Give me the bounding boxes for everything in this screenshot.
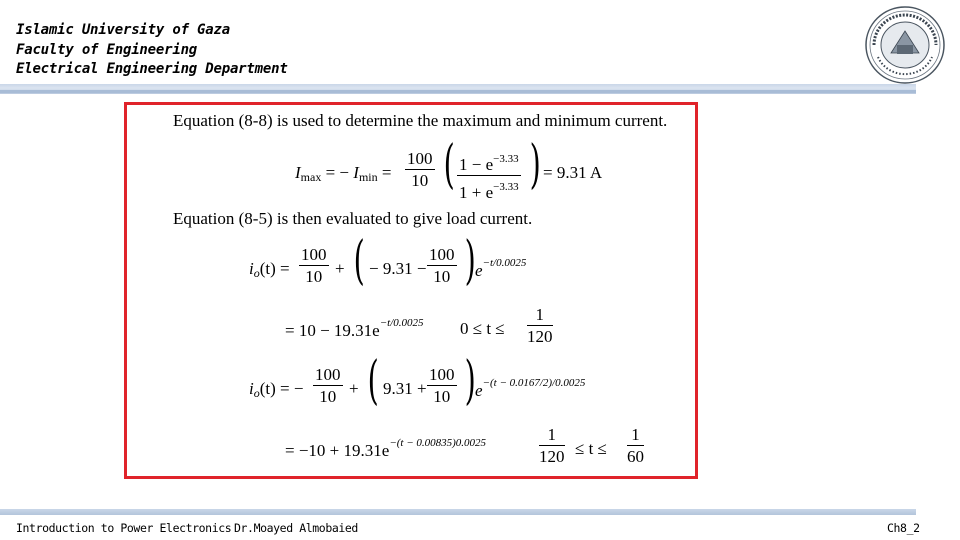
- fraction: $\frac{100}{10}$: [429, 245, 455, 286]
- department-name: Electrical Engineering Department: [16, 61, 288, 77]
- intro-text-2: Equation (8-5) is then evaluated to give load current.: [173, 209, 533, 228]
- right-paren: ): [464, 231, 476, 291]
- fraction: $\frac{100}{10}$: [301, 245, 327, 286]
- university-seal-icon: [864, 5, 946, 85]
- fraction: $\frac{100}{10}$: [429, 365, 455, 406]
- left-paren: (: [367, 351, 379, 411]
- left-paren: (: [443, 135, 455, 195]
- right-paren: ): [464, 351, 476, 411]
- equation-box: Equation (8-8) is used to determine the maximum and minimum current. $I_{max}$ = − $I_{min}$ = $\frac{100}{10}$ ( $\frac{1 - e^{-3.33}}{1 + e^{-3.33}}$ ) = 9.31 A Equation (8-5) is then evaluated to give load current. $i_o(t)$ = $\frac{100}{10}$ + ( − 9.31 − $\frac{100}{10}$ ) $e^{-t/0.0025}$ = $10 - 19.31e^{-t/0.0025}$ 0 ≤ t ≤ $\frac{1}{120}$ $i_o(t)$ = − $\frac{100}{10}$ + ( 9.31 + $\frac{100}{10}$ ) $e^{-(t - 0.0167/2)/0.0025}$ = $-10 + 19.31e^{-(t - 0.00835)0.0025}$ $\frac{1}{120}$ ≤ t ≤ $\frac{1}{60}$: [124, 102, 698, 479]
- footer-instructor: Dr.Moayed Almobaied: [234, 521, 358, 535]
- intro-text-1: Equation (8-8) is used to determine the maximum and minimum current.: [173, 111, 668, 130]
- fraction: $\frac{100}{10}$: [407, 149, 433, 190]
- bottom-divider-band: [0, 509, 916, 515]
- fraction: $\frac{1}{120}$: [527, 305, 553, 346]
- fraction: $\frac{1}{120}$: [539, 425, 565, 466]
- university-name: Islamic University of Gaza: [16, 22, 230, 38]
- footer-page-number: Ch8_2: [887, 521, 920, 535]
- fraction: $\frac{100}{10}$: [315, 365, 341, 406]
- fraction: $\frac{1}{60}$: [627, 425, 644, 466]
- footer-course: Introduction to Power Electronics: [16, 521, 232, 535]
- top-divider-band: [0, 84, 916, 94]
- fraction: $\frac{1 - e^{-3.33}}{1 + e^{-3.33}}$: [457, 149, 521, 204]
- header-block: [16, 21, 288, 80]
- faculty-name: Faculty of Engineering: [16, 41, 198, 58]
- left-paren: (: [353, 231, 365, 291]
- right-paren: ): [529, 135, 541, 195]
